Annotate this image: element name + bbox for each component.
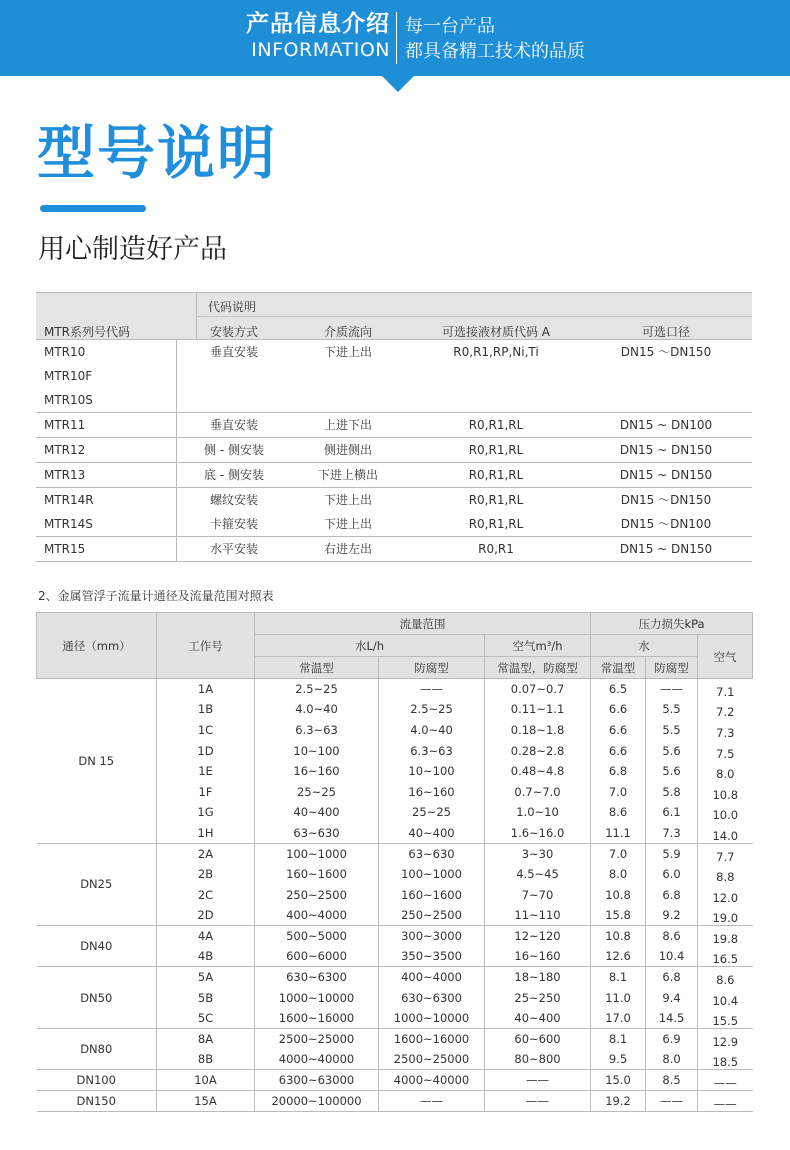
work-no-cell: 2B (157, 864, 255, 885)
pressure-normal-cell: 11.1 (591, 823, 646, 844)
table-row (37, 679, 753, 700)
pressure-normal-cell: 8.0 (591, 864, 646, 885)
pressure-normal-cell: 10.8 (591, 884, 646, 905)
pressure-normal-cell: 8.6 (591, 802, 646, 823)
pressure-air-cell: 8.6 (698, 967, 753, 988)
material-header: 可选接液材质代码 A (441, 325, 551, 339)
pressure-anti-cell: 5.9 (646, 843, 698, 864)
table-row (36, 413, 752, 438)
material-cell: R0,R1,RL (468, 468, 524, 482)
flow-range-table (36, 612, 753, 1112)
pressure-anti-cell: 5.6 (646, 740, 698, 761)
air-both-header: 常温型，防腐型 (485, 657, 591, 679)
diameter-cell: DN150 (37, 1091, 157, 1112)
model-code-table-body (36, 340, 752, 562)
work-no-cell: 4A (157, 926, 255, 947)
table-row (37, 1029, 753, 1050)
banner-divider (396, 12, 397, 64)
material-cell: R0,R1,RL (468, 443, 524, 457)
pressure-air-cell: 7.2 (698, 699, 753, 720)
air-flow-cell: 1.6~16.0 (485, 823, 591, 844)
pressure-air-cell: 7.1 (698, 679, 753, 700)
pressure-normal-cell: 7.0 (591, 781, 646, 802)
title-underline (40, 205, 146, 212)
model-code-table-header (36, 292, 752, 340)
flow-direction-cell: 侧进侧出 (323, 443, 372, 457)
table-row (36, 537, 752, 562)
work-no-cell: 5A (157, 967, 255, 988)
pressure-anti-header: 防腐型 (646, 657, 698, 679)
pressure-anti-cell: 10.4 (646, 946, 698, 967)
water-anti-cell: 300~3000 (379, 926, 485, 947)
install-cell: 卡箍安装 (209, 517, 258, 531)
water-anti-cell: 630~6300 (379, 987, 485, 1008)
air-flow-cell: 0.28~2.8 (485, 740, 591, 761)
air-flow-cell: —— (485, 1070, 591, 1091)
install-cell: 底 - 侧安装 (204, 468, 264, 482)
series-header: MTR系列号代码 (44, 325, 131, 339)
flow-direction-cell: 下进上出 (323, 345, 372, 359)
air-flow-cell: 60~600 (485, 1029, 591, 1050)
series-code-cell: MTR10S (44, 393, 93, 407)
work-no-cell: 5B (157, 987, 255, 1008)
pressure-anti-cell: —— (646, 679, 698, 700)
pressure-anti-cell: 6.8 (646, 967, 698, 988)
pressure-water-header: 水 (591, 635, 698, 657)
water-anti-cell: —— (379, 679, 485, 700)
pressure-normal-cell: 7.0 (591, 843, 646, 864)
pressure-normal-header: 常温型 (591, 657, 646, 679)
series-code-cell: MTR15 (44, 542, 86, 556)
water-normal-cell: 6300~63000 (255, 1070, 379, 1091)
table-row (37, 967, 753, 988)
flow-direction-header: 介质流向 (323, 325, 372, 339)
pressure-anti-cell: 5.8 (646, 781, 698, 802)
banner-slogan (405, 14, 585, 64)
pressure-anti-cell: 6.8 (646, 884, 698, 905)
pressure-anti-cell: 5.6 (646, 761, 698, 782)
pressure-normal-cell: 19.2 (591, 1091, 646, 1112)
banner-slogan-line1: 每一台产品 (405, 16, 495, 37)
water-normal-cell: 6.3~63 (255, 720, 379, 741)
water-normal-cell: 1600~16000 (255, 1008, 379, 1029)
diameter-cell: DN80 (37, 1029, 157, 1070)
water-normal-cell: 100~1000 (255, 843, 379, 864)
table-row (37, 1091, 753, 1112)
water-anti-cell: —— (379, 1091, 485, 1112)
pressure-air-cell: 7.5 (698, 740, 753, 761)
banner-slogan-line2: 都具备精工技术的品质 (405, 41, 585, 62)
diameter-cell: DN40 (37, 926, 157, 967)
series-code-cell: MTR14S (44, 517, 93, 531)
install-header: 安装方式 (209, 325, 258, 339)
pressure-air-cell: 19.0 (698, 905, 753, 926)
flow-direction-cell: 上进下出 (323, 418, 372, 432)
water-normal-cell: 500~5000 (255, 926, 379, 947)
banner-arrow-icon (380, 74, 416, 92)
table-caption: 2、金属管浮子流量计通径及流量范围对照表 (38, 589, 274, 603)
pressure-anti-cell: 5.5 (646, 720, 698, 741)
material-cell: R0,R1 (478, 542, 514, 556)
water-anti-cell: 350~3500 (379, 946, 485, 967)
air-flow-cell: 25~250 (485, 987, 591, 1008)
air-flow-header: 空气m³/h (485, 635, 591, 657)
pressure-air-cell: 7.3 (698, 720, 753, 741)
air-flow-cell: 0.48~4.8 (485, 761, 591, 782)
work-no-cell: 8B (157, 1049, 255, 1070)
series-code-cell: MTR14R (44, 493, 94, 507)
water-anti-cell: 160~1600 (379, 884, 485, 905)
pressure-air-cell: 8.0 (698, 761, 753, 782)
water-normal-cell: 40~400 (255, 802, 379, 823)
pressure-normal-cell: 15.0 (591, 1070, 646, 1091)
air-flow-cell: 4.5~45 (485, 864, 591, 885)
material-cell: R0,R1,RL (468, 517, 524, 531)
diameter-cell: DN15 ~ DN150 (619, 542, 713, 556)
material-cell: R0,R1,RL (468, 418, 524, 432)
series-code-cell: MTR10 (44, 345, 86, 359)
pressure-normal-cell: 11.0 (591, 987, 646, 1008)
material-cell: R0,R1,RP,Ni,Ti (453, 345, 539, 359)
water-anti-cell: 2500~25000 (379, 1049, 485, 1070)
diameter-cell: DN15 ～DN100 (620, 517, 712, 531)
diameter-col-header: 通径（mm） (37, 613, 157, 679)
pressure-air-cell: —— (698, 1070, 753, 1091)
install-cell: 螺纹安装 (209, 493, 258, 507)
water-anti-header: 防腐型 (379, 657, 485, 679)
install-cell: 水平安装 (209, 542, 258, 556)
banner-title-cn: 产品信息介绍 (246, 11, 390, 37)
water-flow-header: 水L/h (255, 635, 485, 657)
water-anti-cell: 1600~16000 (379, 1029, 485, 1050)
pressure-air-cell: 8.8 (698, 864, 753, 885)
air-flow-cell: 0.07~0.7 (485, 679, 591, 700)
table-row (36, 463, 752, 488)
pressure-normal-cell: 9.5 (591, 1049, 646, 1070)
pressure-normal-cell: 6.6 (591, 699, 646, 720)
air-flow-cell: 40~400 (485, 1008, 591, 1029)
pressure-air-cell: 10.4 (698, 987, 753, 1008)
pressure-anti-cell: 8.0 (646, 1049, 698, 1070)
series-code-cell: MTR13 (44, 468, 86, 482)
pressure-anti-cell: 5.5 (646, 699, 698, 720)
air-flow-cell: 7~70 (485, 884, 591, 905)
flow-direction-cell: 右进左出 (323, 542, 372, 556)
diameter-cell: DN 15 (37, 679, 157, 844)
pressure-anti-cell: 14.5 (646, 1008, 698, 1029)
air-flow-cell: 1.0~10 (485, 802, 591, 823)
pressure-air-cell: 10.8 (698, 781, 753, 802)
install-cell: 垂直安装 (209, 345, 258, 359)
water-normal-cell: 400~4000 (255, 905, 379, 926)
flow-direction-cell: 下进上出 (323, 493, 372, 507)
pressure-air-cell: 7.7 (698, 843, 753, 864)
code-header: 代码说明 (208, 300, 257, 314)
diameter-cell: DN15 ～DN150 (620, 493, 712, 507)
water-normal-cell: 1000~10000 (255, 987, 379, 1008)
diameter-header: 可选口径 (641, 325, 690, 339)
water-anti-cell: 6.3~63 (379, 740, 485, 761)
pressure-anti-cell: 9.4 (646, 987, 698, 1008)
water-normal-cell: 2.5~25 (255, 679, 379, 700)
flow-direction-cell: 下进上横出 (317, 468, 378, 482)
air-flow-cell: 12~120 (485, 926, 591, 947)
pressure-air-cell: 14.0 (698, 823, 753, 844)
water-anti-cell: 4.0~40 (379, 720, 485, 741)
work-no-cell: 5C (157, 1008, 255, 1029)
pressure-air-cell: 18.5 (698, 1049, 753, 1070)
water-normal-cell: 160~1600 (255, 864, 379, 885)
pressure-anti-cell: 6.0 (646, 864, 698, 885)
pressure-normal-cell: 12.6 (591, 946, 646, 967)
work-no-cell: 1A (157, 679, 255, 700)
pressure-air-cell: 12.0 (698, 884, 753, 905)
work-no-cell: 8A (157, 1029, 255, 1050)
pressure-anti-cell: 8.5 (646, 1070, 698, 1091)
water-normal-cell: 250~2500 (255, 884, 379, 905)
pressure-anti-cell: 8.6 (646, 926, 698, 947)
flow-range-header: 流量范围 (255, 613, 591, 635)
table-row (36, 488, 752, 537)
air-flow-cell: 16~160 (485, 946, 591, 967)
pressure-anti-cell: 6.1 (646, 802, 698, 823)
water-anti-cell: 40~400 (379, 823, 485, 844)
water-normal-cell: 25~25 (255, 781, 379, 802)
diameter-cell: DN15 ～DN150 (620, 345, 712, 359)
flow-range-table-body (37, 679, 753, 1112)
water-anti-cell: 400~4000 (379, 967, 485, 988)
work-no-cell: 1C (157, 720, 255, 741)
banner-title-block (246, 10, 390, 62)
pressure-normal-cell: 6.6 (591, 720, 646, 741)
water-normal-cell: 630~6300 (255, 967, 379, 988)
work-no-cell: 15A (157, 1091, 255, 1112)
banner-title-en: INFORMATION (251, 39, 390, 61)
series-code-cell: MTR11 (44, 418, 86, 432)
water-anti-cell: 16~160 (379, 781, 485, 802)
pressure-normal-cell: 17.0 (591, 1008, 646, 1029)
water-anti-cell: 25~25 (379, 802, 485, 823)
table-row (36, 340, 752, 413)
pressure-air-cell: 16.5 (698, 946, 753, 967)
material-cell: R0,R1,RL (468, 493, 524, 507)
water-anti-cell: 63~630 (379, 843, 485, 864)
pressure-air-cell: 15.5 (698, 1008, 753, 1029)
air-flow-cell: 0.18~1.8 (485, 720, 591, 741)
diameter-cell: DN50 (37, 967, 157, 1029)
work-no-cell: 2A (157, 843, 255, 864)
pressure-air-header: 空气 (698, 635, 753, 679)
work-no-cell: 1D (157, 740, 255, 761)
header-banner (0, 0, 790, 76)
pressure-loss-header: 压力损失kPa (591, 613, 753, 635)
work-no-cell: 1H (157, 823, 255, 844)
diameter-cell: DN15 ~ DN150 (619, 468, 713, 482)
water-normal-cell: 16~160 (255, 761, 379, 782)
pressure-air-cell: 19.8 (698, 926, 753, 947)
air-flow-cell: 0.11~1.1 (485, 699, 591, 720)
work-no-col-header: 工作号 (157, 613, 255, 679)
water-anti-cell: 250~2500 (379, 905, 485, 926)
pressure-normal-cell: 8.1 (591, 967, 646, 988)
water-normal-cell: 10~100 (255, 740, 379, 761)
water-normal-header: 常温型 (255, 657, 379, 679)
water-normal-cell: 4.0~40 (255, 699, 379, 720)
pressure-air-cell: —— (698, 1091, 753, 1112)
pressure-normal-cell: 6.5 (591, 679, 646, 700)
diameter-cell: DN100 (37, 1070, 157, 1091)
water-anti-cell: 2.5~25 (379, 699, 485, 720)
water-normal-cell: 2500~25000 (255, 1029, 379, 1050)
air-flow-cell: 18~180 (485, 967, 591, 988)
pressure-air-cell: 12.9 (698, 1029, 753, 1050)
air-flow-cell: 80~800 (485, 1049, 591, 1070)
water-anti-cell: 100~1000 (379, 864, 485, 885)
table-row (36, 438, 752, 463)
work-no-cell: 2C (157, 884, 255, 905)
air-flow-cell: —— (485, 1091, 591, 1112)
flow-range-table-header (37, 613, 753, 679)
water-anti-cell: 10~100 (379, 761, 485, 782)
diameter-cell: DN25 (37, 843, 157, 925)
table-row (37, 1070, 753, 1091)
pressure-air-cell: 10.0 (698, 802, 753, 823)
water-anti-cell: 4000~40000 (379, 1070, 485, 1091)
work-no-cell: 1G (157, 802, 255, 823)
series-code-cell: MTR12 (44, 443, 86, 457)
work-no-cell: 4B (157, 946, 255, 967)
table-row (37, 843, 753, 864)
work-no-cell: 1B (157, 699, 255, 720)
work-no-cell: 10A (157, 1070, 255, 1091)
page-title: 型号说明 (37, 119, 278, 187)
pressure-normal-cell: 6.8 (591, 761, 646, 782)
diameter-cell: DN15 ~ DN100 (619, 418, 713, 432)
water-normal-cell: 63~630 (255, 823, 379, 844)
pressure-normal-cell: 10.8 (591, 926, 646, 947)
pressure-normal-cell: 15.8 (591, 905, 646, 926)
pressure-normal-cell: 6.6 (591, 740, 646, 761)
water-anti-cell: 1000~10000 (379, 1008, 485, 1029)
work-no-cell: 2D (157, 905, 255, 926)
water-normal-cell: 600~6000 (255, 946, 379, 967)
water-normal-cell: 20000~100000 (255, 1091, 379, 1112)
pressure-anti-cell: 6.9 (646, 1029, 698, 1050)
pressure-anti-cell: 9.2 (646, 905, 698, 926)
install-cell: 侧 - 侧安装 (204, 443, 264, 457)
flow-direction-cell: 下进上出 (323, 517, 372, 531)
pressure-anti-cell: 7.3 (646, 823, 698, 844)
diameter-cell: DN15 ~ DN150 (619, 443, 713, 457)
series-code-cell: MTR10F (44, 369, 93, 383)
install-cell: 垂直安装 (209, 418, 258, 432)
air-flow-cell: 0.7~7.0 (485, 781, 591, 802)
water-normal-cell: 4000~40000 (255, 1049, 379, 1070)
air-flow-cell: 11~110 (485, 905, 591, 926)
model-code-table (36, 292, 752, 562)
air-flow-cell: 3~30 (485, 843, 591, 864)
table-row (37, 926, 753, 947)
pressure-anti-cell: —— (646, 1091, 698, 1112)
pressure-normal-cell: 8.1 (591, 1029, 646, 1050)
work-no-cell: 1F (157, 781, 255, 802)
page-subtitle: 用心制造好产品 (38, 234, 227, 265)
work-no-cell: 1E (157, 761, 255, 782)
